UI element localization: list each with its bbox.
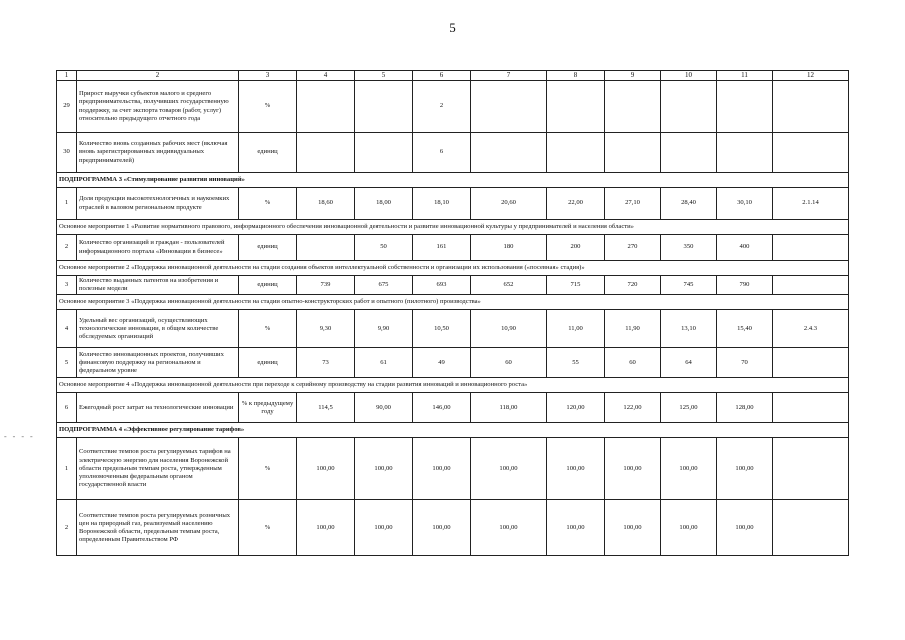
row-number: 4: [57, 310, 77, 348]
value-cell: 100,00: [297, 438, 355, 500]
row-number: 5: [57, 348, 77, 378]
value-cell: 20,60: [471, 188, 547, 220]
value-cell: 2.4.3: [773, 310, 849, 348]
unit-cell: единиц: [239, 348, 297, 378]
section-heading-row: [57, 173, 849, 188]
value-cell: 2: [413, 81, 471, 133]
value-cell: [773, 393, 849, 423]
value-cell: 61: [355, 348, 413, 378]
margin-mark: - - - -: [4, 432, 35, 441]
section-heading: ПОДПРОГРАММА 3 «Стимулирование развития инноваций»: [57, 173, 849, 188]
column-number: 3: [239, 71, 297, 81]
unit-cell: %: [239, 438, 297, 500]
value-cell: 120,00: [547, 393, 605, 423]
value-cell: 100,00: [471, 438, 547, 500]
value-cell: 100,00: [413, 500, 471, 556]
column-number: 2: [77, 71, 239, 81]
value-cell: 100,00: [355, 438, 413, 500]
value-cell: 18,60: [297, 188, 355, 220]
value-cell: 50: [355, 235, 413, 261]
value-cell: [547, 81, 605, 133]
value-cell: 100,00: [605, 438, 661, 500]
column-number: 10: [661, 71, 717, 81]
table-row: [57, 188, 849, 220]
row-number: 1: [57, 188, 77, 220]
value-cell: 2.1.14: [773, 188, 849, 220]
table-row: [57, 348, 849, 378]
value-cell: [773, 81, 849, 133]
unit-cell: %: [239, 310, 297, 348]
value-cell: 15,40: [717, 310, 773, 348]
value-cell: [773, 133, 849, 173]
value-cell: 90,00: [355, 393, 413, 423]
indicator-name: Количество вновь созданных рабочих мест (включая вновь зарегистрированных индивидуальных предпринимателей): [77, 133, 239, 173]
value-cell: 55: [547, 348, 605, 378]
value-cell: 6: [413, 133, 471, 173]
indicator-name: Прирост выручки субъектов малого и среднего предпринимательства, получивших государственную поддержку, за счет экспорта товаров (работ, услуг) относительно предыдущего отчетного года: [77, 81, 239, 133]
column-number: 7: [471, 71, 547, 81]
unit-cell: единиц: [239, 235, 297, 261]
value-cell: 745: [661, 276, 717, 295]
value-cell: 18,10: [413, 188, 471, 220]
column-number: 6: [413, 71, 471, 81]
value-cell: 200: [547, 235, 605, 261]
value-cell: [355, 81, 413, 133]
value-cell: 49: [413, 348, 471, 378]
table-row: [57, 81, 849, 133]
value-cell: [661, 81, 717, 133]
section-heading-row: [57, 261, 849, 276]
value-cell: [547, 133, 605, 173]
value-cell: [773, 235, 849, 261]
value-cell: 11,00: [547, 310, 605, 348]
unit-cell: единиц: [239, 276, 297, 295]
value-cell: [605, 81, 661, 133]
value-cell: 100,00: [471, 500, 547, 556]
indicator-name: Ежегодный рост затрат на технологические инновации: [77, 393, 239, 423]
value-cell: 100,00: [355, 500, 413, 556]
column-number: 4: [297, 71, 355, 81]
section-heading-row: [57, 295, 849, 310]
row-number: 2: [57, 235, 77, 261]
table-row: [57, 133, 849, 173]
value-cell: [717, 133, 773, 173]
unit-cell: % к предыдущему году: [239, 393, 297, 423]
row-number: 29: [57, 81, 77, 133]
section-heading: ПОДПРОГРАММА 4 «Эффективное регулирование тарифов»: [57, 423, 849, 438]
value-cell: 715: [547, 276, 605, 295]
value-cell: 693: [413, 276, 471, 295]
value-cell: 114,5: [297, 393, 355, 423]
value-cell: 27,10: [605, 188, 661, 220]
value-cell: 122,00: [605, 393, 661, 423]
column-number: 9: [605, 71, 661, 81]
column-number: 1: [57, 71, 77, 81]
section-heading-row: [57, 378, 849, 393]
section-heading: Основное мероприятие 3 «Поддержка инновационной деятельности на стадии опытно-конструкторских работ и опытного (пилотного) производства»: [57, 295, 849, 310]
value-cell: 100,00: [661, 438, 717, 500]
value-cell: 180: [471, 235, 547, 261]
header-row: [57, 71, 849, 81]
value-cell: [605, 133, 661, 173]
unit-cell: %: [239, 188, 297, 220]
value-cell: 161: [413, 235, 471, 261]
unit-cell: единиц: [239, 133, 297, 173]
value-cell: [773, 438, 849, 500]
value-cell: [773, 276, 849, 295]
value-cell: 720: [605, 276, 661, 295]
value-cell: 675: [355, 276, 413, 295]
column-number: 5: [355, 71, 413, 81]
value-cell: [355, 133, 413, 173]
value-cell: 100,00: [413, 438, 471, 500]
indicators-table: [56, 70, 849, 556]
row-number: 6: [57, 393, 77, 423]
row-number: 3: [57, 276, 77, 295]
indicator-name: Соответствие темпов роста регулируемых розничных цен на природный газ, реализуемый населению Воронежской области, предельным темпам роста, определенным Правительством РФ: [77, 500, 239, 556]
unit-cell: %: [239, 81, 297, 133]
value-cell: 652: [471, 276, 547, 295]
table-row: [57, 235, 849, 261]
value-cell: 11,90: [605, 310, 661, 348]
value-cell: 146,00: [413, 393, 471, 423]
value-cell: 28,40: [661, 188, 717, 220]
table-row: [57, 276, 849, 295]
value-cell: 125,00: [661, 393, 717, 423]
column-number: 11: [717, 71, 773, 81]
value-cell: 73: [297, 348, 355, 378]
value-cell: 790: [717, 276, 773, 295]
value-cell: 100,00: [661, 500, 717, 556]
value-cell: 128,00: [717, 393, 773, 423]
value-cell: [471, 81, 547, 133]
value-cell: 100,00: [547, 500, 605, 556]
indicator-name: Количество организаций и граждан - пользователей информационного портала «Инновации в бизнесе»: [77, 235, 239, 261]
value-cell: 100,00: [605, 500, 661, 556]
row-number: 1: [57, 438, 77, 500]
section-heading: Основное мероприятие 1 «Развитие нормативного правового, информационного обеспечения инновационной деятельности и развитие инновационной культуры у предпринимателей и населения области»: [57, 220, 849, 235]
value-cell: 100,00: [297, 500, 355, 556]
value-cell: 60: [605, 348, 661, 378]
indicator-name: Доля продукции высокотехнологичных и наукоемких отраслей в валовом региональном продукте: [77, 188, 239, 220]
value-cell: 400: [717, 235, 773, 261]
value-cell: 64: [661, 348, 717, 378]
value-cell: 70: [717, 348, 773, 378]
section-heading: Основное мероприятие 2 «Поддержка инновационной деятельности на стадии создания объектов интеллектуальной собственности и организации их использования («посевная» стадия)»: [57, 261, 849, 276]
value-cell: 118,00: [471, 393, 547, 423]
value-cell: [297, 235, 355, 261]
value-cell: [297, 81, 355, 133]
table-row: [57, 438, 849, 500]
value-cell: 22,00: [547, 188, 605, 220]
column-number: 8: [547, 71, 605, 81]
value-cell: 739: [297, 276, 355, 295]
value-cell: [471, 133, 547, 173]
table-row: [57, 393, 849, 423]
value-cell: 13,10: [661, 310, 717, 348]
row-number: 2: [57, 500, 77, 556]
value-cell: 350: [661, 235, 717, 261]
unit-cell: %: [239, 500, 297, 556]
value-cell: 100,00: [717, 438, 773, 500]
value-cell: 10,50: [413, 310, 471, 348]
value-cell: 9,30: [297, 310, 355, 348]
value-cell: 60: [471, 348, 547, 378]
value-cell: 9,90: [355, 310, 413, 348]
indicator-name: Количество выданных патентов на изобретения и полезные модели: [77, 276, 239, 295]
page-number: 5: [449, 20, 456, 35]
column-number: 12: [773, 71, 849, 81]
value-cell: [773, 500, 849, 556]
row-number: 30: [57, 133, 77, 173]
value-cell: 100,00: [717, 500, 773, 556]
value-cell: 270: [605, 235, 661, 261]
value-cell: [661, 133, 717, 173]
value-cell: [717, 81, 773, 133]
value-cell: [297, 133, 355, 173]
value-cell: 100,00: [547, 438, 605, 500]
table-row: [57, 500, 849, 556]
section-heading-row: [57, 423, 849, 438]
section-heading-row: [57, 220, 849, 235]
indicator-name: Количество инновационных проектов, получивших финансовую поддержку на региональном и федеральном уровне: [77, 348, 239, 378]
indicator-name: Удельный вес организаций, осуществляющих технологические инновации, в общем количестве обследуемых организаций: [77, 310, 239, 348]
value-cell: 10,90: [471, 310, 547, 348]
table-row: [57, 310, 849, 348]
indicator-name: Соответствие темпов роста регулируемых тарифов на электрическую энергию для населения Воронежской области предельным темпам роста, утвержденным уполномоченным федеральным органом государственной власти: [77, 438, 239, 500]
value-cell: 30,10: [717, 188, 773, 220]
value-cell: 18,00: [355, 188, 413, 220]
section-heading: Основное мероприятие 4 «Поддержка инновационной деятельности при переходе к серийному производству на стадии развития инноваций и инновационного роста»: [57, 378, 849, 393]
value-cell: [773, 348, 849, 378]
